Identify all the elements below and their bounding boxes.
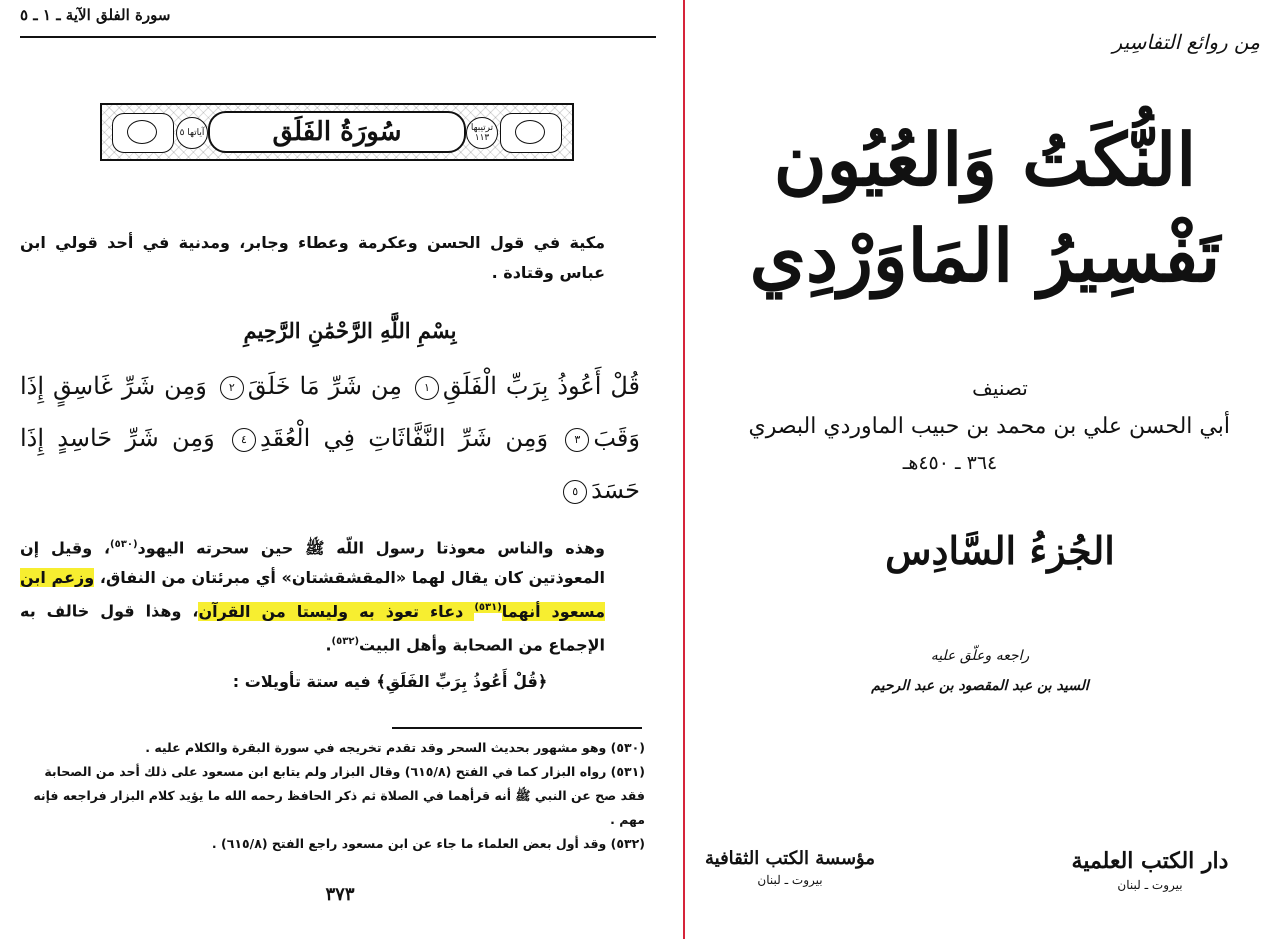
commentary-paragraph [20, 530, 605, 660]
book-title-line: تَفْسِيرُ المَاوَرْدِي [749, 213, 1221, 298]
footnote-ref-532[interactable]: (٥٣٢) [331, 635, 360, 647]
footnote-531: (٥٣١) رواه البزار كما في الفتح (٦١٥/٨) وقال البزار ولم يتابع ابن مسعود على ذلك أحد من الصحابة فقد صح عن النبي ﷺ أنه قرأهما في الصلاة ثم ذكر الحافظ رحمه الله ما يؤيد كلام البزار فراجعه فإنه مهم . [33, 764, 645, 827]
commentary-text: . [325, 634, 332, 654]
publisher-city: بيروت ـ لبنان [757, 873, 823, 887]
verse-number-badge: ٢ [220, 376, 244, 400]
verse-number-badge: ٣ [565, 428, 589, 452]
surah-title-frame [100, 103, 574, 161]
intro-paragraph: مكية في قول الحسن وعكرمة وعطاء وجابر، ومدنية في أحد قولي ابن عباس وقتادة . [20, 233, 605, 282]
footnote-ref-531[interactable]: (٥٣١) [474, 602, 502, 614]
commentary-text: وهذه والناس معوذتا رسول اللّه ﷺ حين سحرته اليهود [137, 538, 605, 558]
author-dates: ٣٦٤ ـ ٤٥٠هـ [902, 452, 998, 474]
surah-title-panel [208, 111, 466, 153]
surah-title: سُورَةُ الفَلَق [272, 117, 402, 147]
series-label: مِن روائع التفاسِير [1112, 30, 1260, 54]
highlighted-text: دعاء تعوذ به وليستا من القرآن [198, 601, 475, 621]
publisher-city: بيروت ـ لبنان [1117, 878, 1183, 892]
verse-text: وَمِن شَرِّ حَاسِدٍ إِذَا حَسَدَ [20, 424, 640, 504]
ornament-right [500, 113, 562, 153]
page-divider [683, 0, 685, 939]
header-rule [20, 36, 656, 38]
publisher-right [1060, 848, 1240, 892]
book-title-line: النُّكَتُ وَالعُيُون [773, 117, 1197, 202]
verse-text: مِن شَرِّ مَا خَلَقَ [247, 372, 402, 400]
verse-number-badge: ٥ [563, 480, 587, 504]
author-name: أبي الحسن علي بن محمد بن حبيب الماوردي البصري [748, 414, 1230, 439]
verse-number-badge: ٤ [232, 428, 256, 452]
verse-text: قُلْ أَعُوذُ بِرَبِّ الْفَلَقِ [442, 372, 640, 400]
commentary-text: ، وقيل إن المعوذتين كان يقال لهما «المقشقشتان» أي مبرئتان من النفاق، [20, 538, 606, 588]
volume-title: الجُزءُ السَّادِس [885, 528, 1115, 573]
publisher-left [700, 848, 880, 887]
commentary-text: ، وهذا قول خالف به الإجماع من الصحابة وأهل البيت [20, 601, 605, 654]
verse-text: وَمِن شَرِّ النَّفَّاثَاتِ فِي الْعُقَدِ [259, 424, 549, 452]
ayah-count-badge: آياتها ٥ [176, 117, 208, 149]
basmala: بِسْمِ اللَّهِ الرَّحْمَٰنِ الرَّحِيمِ [243, 318, 457, 343]
verse-number-badge: ١ [415, 376, 439, 400]
publisher-name: مؤسسة الكتب الثقافية [705, 848, 875, 869]
highlighted-text: وزعم ابن مسعود أنهما [20, 568, 606, 621]
running-header: سورة الفلق الآية ـ ١ ـ ٥ [20, 6, 171, 24]
editor-name: السيد بن عبد المقصود بن عبد الرحيم [871, 678, 1089, 694]
footnotes [20, 736, 645, 856]
editor-label: راجعه وعلّق عليه [930, 648, 1030, 664]
publisher-name: دار الكتب العلمية [1071, 848, 1229, 874]
page-number: ٣٧٣ [325, 884, 355, 905]
footnote-530: (٥٣٠) وهو مشهور بحديث السحر وقد تقدم تخريجه في سورة البقرة والكلام عليه . [145, 740, 645, 755]
surah-order-badge: ترتيبها ١١٣ [466, 117, 498, 149]
author-label: تصنيف [972, 376, 1028, 400]
verse-commentary-lead: ﴿قُلْ أَعُوذُ بِرَبِّ الفَلَقِ﴾ فيه ستة تأويلات : [232, 672, 548, 691]
footnote-rule [392, 727, 642, 729]
footnote-ref-530[interactable]: (٥٣٠) [110, 539, 138, 550]
verse-text: وَمِن شَرِّ غَاسِقٍ إِذَا وَقَبَ [20, 372, 640, 452]
ornament-left [112, 113, 174, 153]
footnote-532: (٥٣٢) وقد أول بعض العلماء ما جاء عن ابن مسعود راجع الفتح (٦١٥/٨) . [211, 836, 645, 851]
book-title [740, 112, 1230, 304]
quran-verses [20, 360, 640, 516]
